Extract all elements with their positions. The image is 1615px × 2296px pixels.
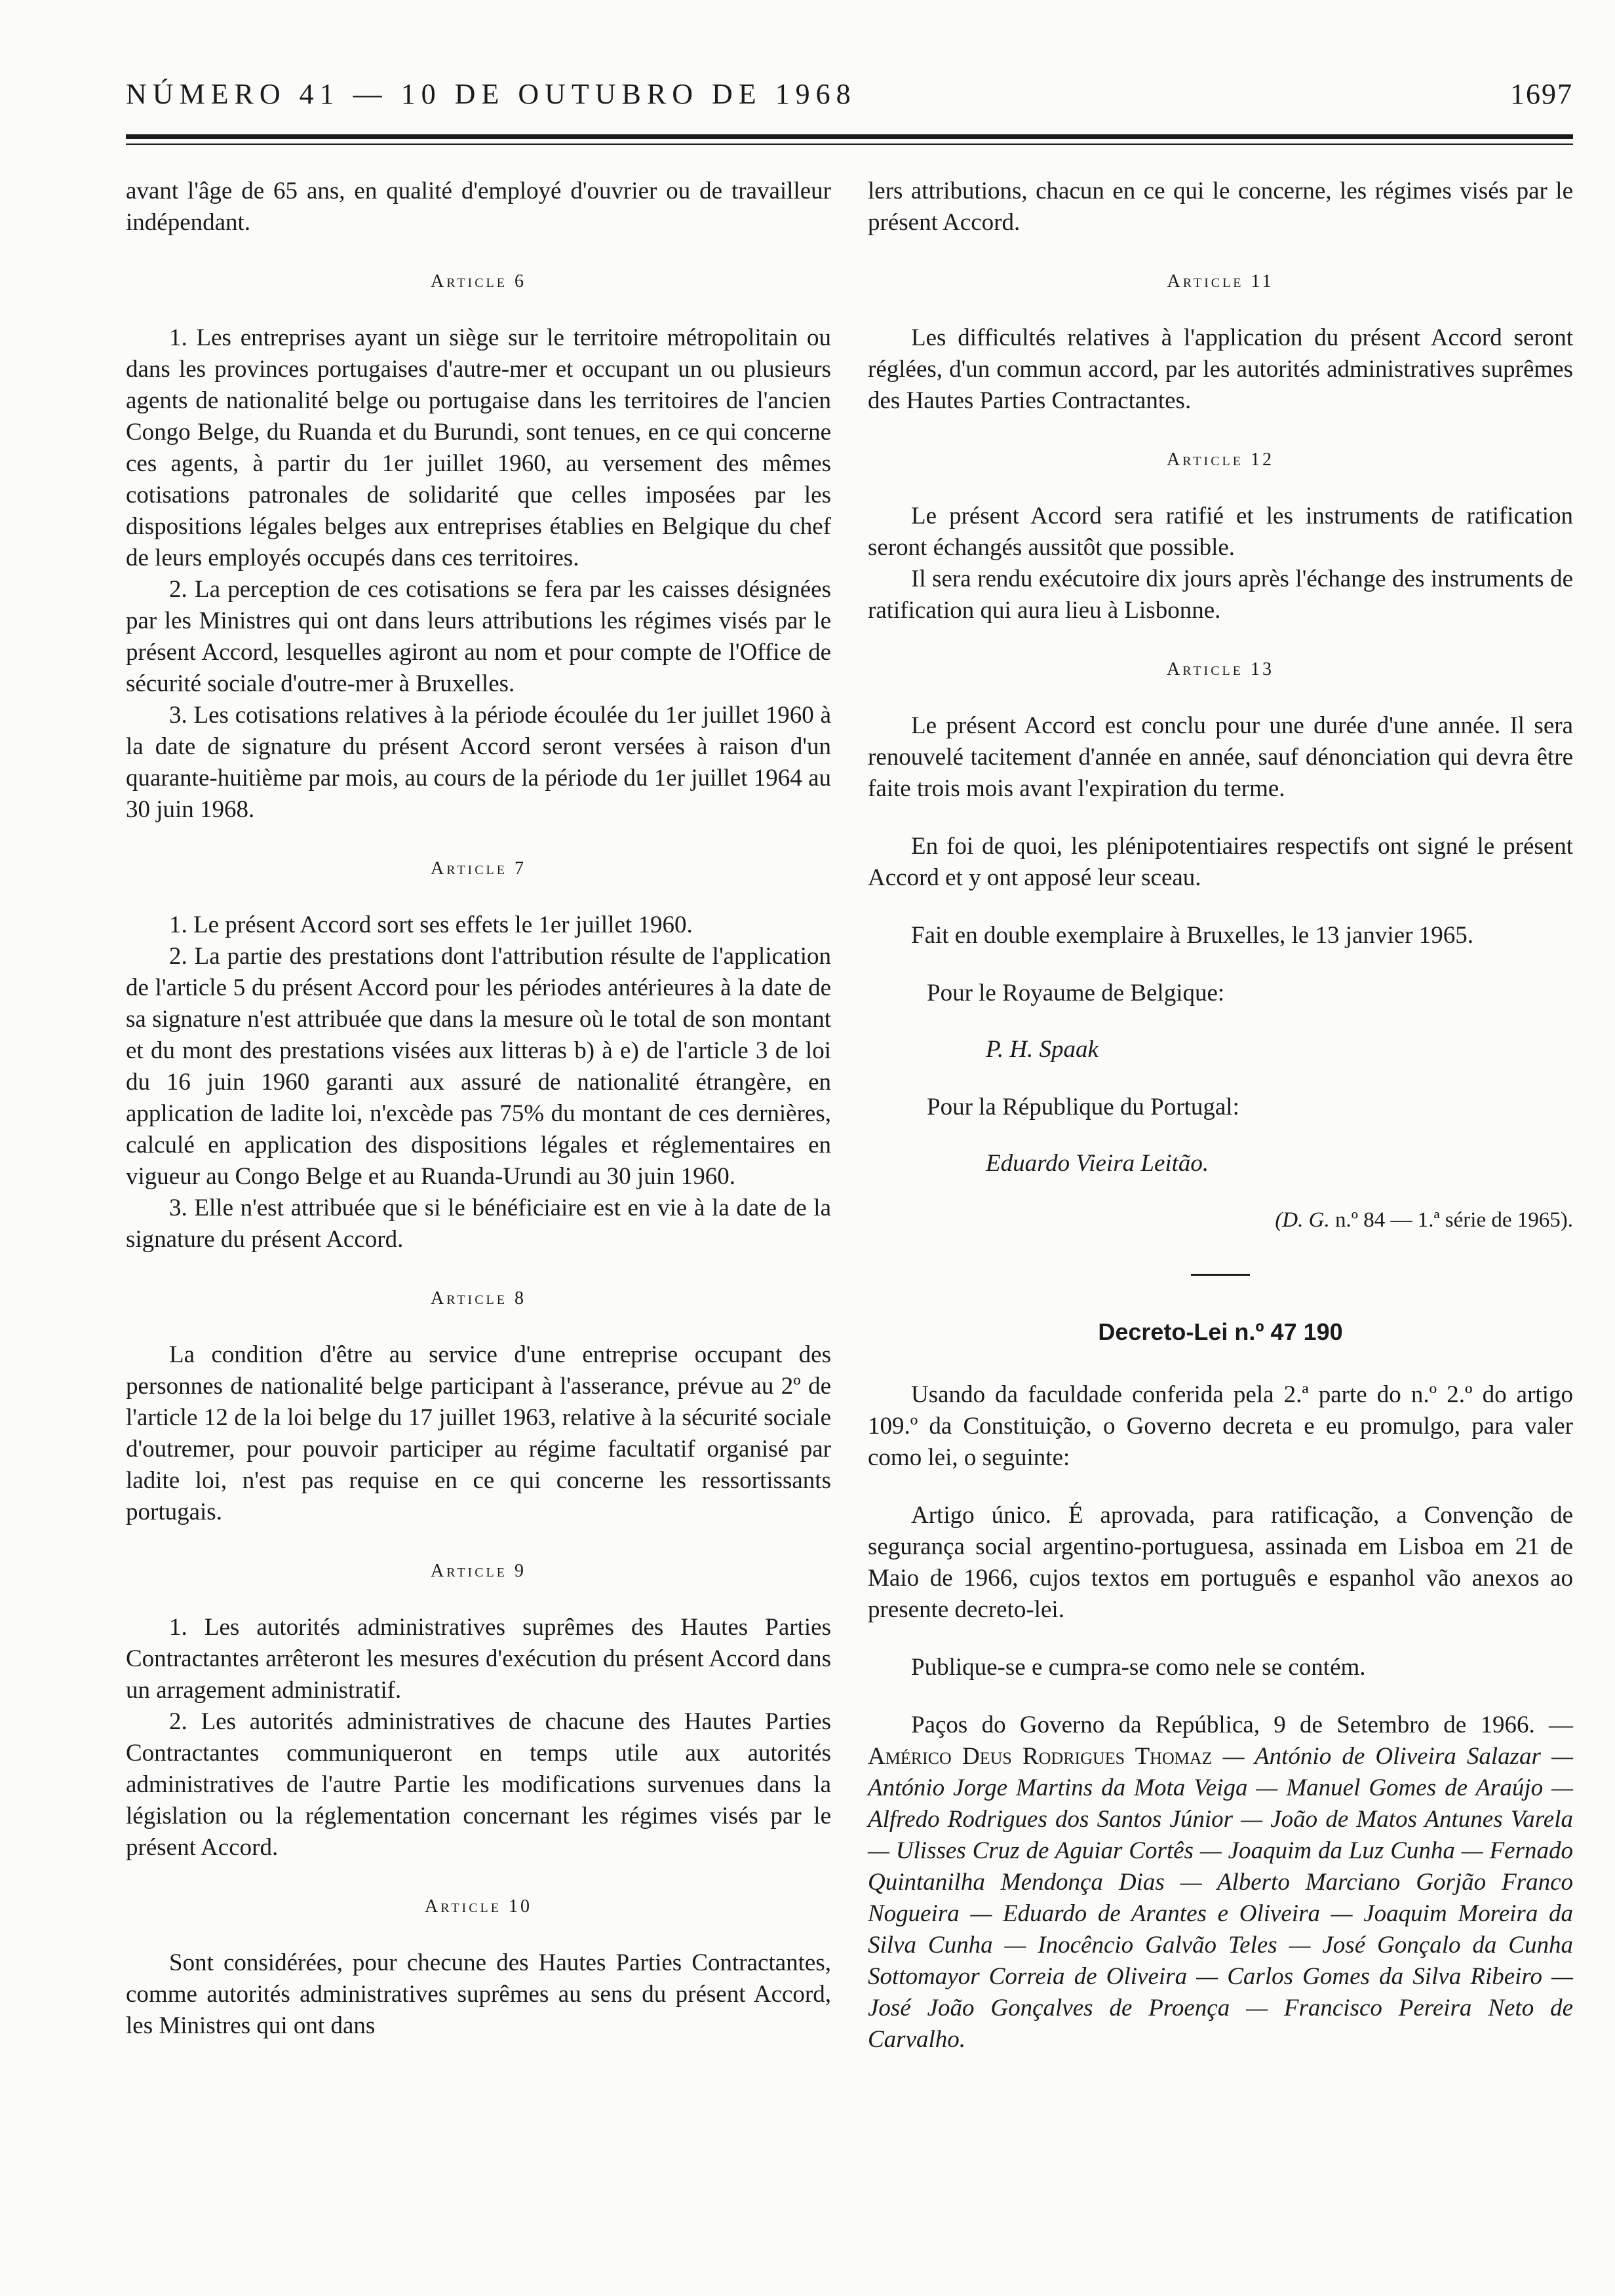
- decree-title: Decreto-Lei n.º 47 190: [1098, 1318, 1343, 1345]
- article-12-paragraph-1: Le présent Accord sera ratifié et les instruments de ratification seront échangés aussitôt que possible.: [868, 503, 1573, 561]
- right-column: [868, 176, 1573, 2056]
- article-7-paragraph-3: 3. Elle n'est attribuée que si le bénéficiaire est en vie à la date de la signature du présent Accord.: [126, 1195, 831, 1253]
- decree-paragraph-3: Publique-se e cumpra-se como nele se contém.: [911, 1654, 1366, 1681]
- decree-paragraph-1: Usando da faculdade conferida pela 2.ª parte do n.º 2.º do artigo 109.º da Constituição, o Governo decreta e eu promulgo, para valer como lei, o seguinte:: [868, 1381, 1573, 1471]
- article-6-paragraph-1: 1. Les entreprises ayant un siège sur le territoire métropolitain ou dans les provinces portugaises d'autre-mer et occupant un ou plusieurs agents de nationalité belge ou portugaise dans les territoires de l'ancien Congo Belge, du Ruanda et du Burundi, sont tenues, en ce qui concerne ces agents, à partir du 1er juillet 1960, au versement des mêmes cotisations patronales de solidarité que celles imposées par les dispositions légales belges aux entreprises établies en Belgique du chef de leurs employés occupés dans ces territoires.: [126, 324, 831, 571]
- source-reference-italic: (D. G.: [1275, 1208, 1330, 1232]
- page-header: [126, 77, 1573, 111]
- page-number: 1697: [1510, 78, 1573, 110]
- signature-portugal-name: Eduardo Vieira Leitão.: [986, 1150, 1209, 1177]
- article-12-heading: Article 12: [1166, 450, 1274, 470]
- signature-portugal-intro: Pour la République du Portugal:: [927, 1094, 1239, 1120]
- decree-paragraph-2: Artigo único. É aprovada, para ratificação, a Convenção de segurança social argentino-portuguesa, assinada em Lisboa em 21 de Maio de 1966, cujos textos em português e espanhol vão anexos ao presente decreto-lei.: [868, 1502, 1573, 1623]
- signature-belgium-intro: Pour le Royaume de Belgique:: [927, 980, 1225, 1006]
- continuation-paragraph: lers attributions, chacun en ce qui le concerne, les régimes visés par le présent Accord.: [868, 178, 1573, 236]
- article-11-heading: Article 11: [1167, 271, 1274, 292]
- source-reference: [868, 1204, 1573, 1236]
- article-13-heading: Article 13: [1166, 659, 1274, 679]
- article-9-paragraph-1: 1. Les autorités administratives suprêmes des Hautes Parties Contractantes arrêteront les mesures d'exécution du présent Accord dans un arragement administratif.: [126, 1614, 831, 1704]
- president-name: Américo Deus Rodrigues Thomaz: [868, 1743, 1213, 1770]
- article-12-paragraph-2: Il sera rendu exécutoire dix jours après l'échange des instruments de ratification qui aura lieu à Lisbonne.: [868, 565, 1573, 624]
- article-8-paragraph-1: La condition d'être au service d'une entreprise occupant des personnes de nationalité belge participant à l'asserance, prévue au 2º de l'article 12 de la loi belge du 17 juillet 1963, relative à la sécurité sociale d'outremer, pour pouvoir participer au régime facultatif organisé par ladite loi, n'est pas requise en ce qui concerne les ressortissants portugais.: [126, 1341, 831, 1525]
- article-7-paragraph-2: 2. La partie des prestations dont l'attribution résulte de l'application de l'article 5 du présent Accord pour les périodes antérieures à la date de sa signature n'est attribuée que dans la mesure où le total de son montant et du mont des prestations visées aux litteras b) à e) de l'article 3 de loi du 16 juin 1960 garanti aux assuré de nationalité étrangère, en application de ladite loi, n'excède pas 75% du montant de ces dernières, calculé en application des dispositions légales et réglementaires en vigueur au Congo Belge et au Ruanda-Urundi au 30 juin 1960.: [126, 943, 831, 1190]
- section-divider: [1191, 1274, 1250, 1276]
- article-7-heading: Article 7: [430, 858, 526, 879]
- decree-sign-date: Paços do Governo da República, 9 de Setembro de 1966. —: [911, 1712, 1573, 1738]
- article-6-heading: Article 6: [430, 271, 526, 292]
- left-column: [126, 176, 831, 2042]
- article-13-paragraph-1: Le présent Accord est conclu pour une durée d'une année. Il sera renouvelé tacitement d'année en année, sauf dénonciation qui devra être faite trois mois avant l'expiration du terme.: [868, 712, 1573, 802]
- header-rule-thick: [126, 134, 1573, 139]
- decree-signatures: [868, 1710, 1573, 2056]
- article-6-paragraph-2: 2. La perception de ces cotisations se fera par les caisses désignées par les Ministres qui ont dans leurs attributions les régimes visés par le présent Accord, lesquelles agiront au nom et pour compte de l'Office de sécurité sociale d'outre-mer à Bruxelles.: [126, 576, 831, 697]
- article-11-paragraph-1: Les difficultés relatives à l'application du présent Accord seront réglées, d'un commun accord, par les autorités administratives suprêmes des Hautes Parties Contractantes.: [868, 324, 1573, 414]
- minister-names: — António de Oliveira Salazar — António Jorge Martins da Mota Veiga — Manuel Gomes de Araújo — Alfredo Rodrigues dos Santos Júnior — João de Matos Antunes Varela — Ulisses Cruz de Aguiar Cortês — Joaquim da Luz Cunha — Fernado Quintanilha Mendonça Dias — Alberto Marciano Gorjão Franco Nogueira — Eduardo de Arantes e Oliveira — Joaquim Moreira da Silva Cunha — Inocêncio Galvão Teles — José Gonçalo da Cunha Sottomayor Correia de Oliveira — Carlos Gomes da Silva Ribeiro — José João Gonçalves de Proença — Francisco Pereira Neto de Carvalho.: [868, 1743, 1574, 2053]
- source-reference-rest: n.º 84 — 1.ª série de 1965).: [1334, 1208, 1573, 1232]
- closing-paragraph-1: En foi de quoi, les plénipotentiaires respectifs ont signé le présent Accord et y ont apposé leur sceau.: [868, 833, 1573, 891]
- article-10-heading: Article 10: [424, 1896, 532, 1917]
- article-9-paragraph-2: 2. Les autorités administratives de chacune des Hautes Parties Contractantes communiqueront en temps utile aux autorités administratives de l'autre Partie les modifications survenues dans la législation ou la réglementation concernant les régimes visés par le présent Accord.: [126, 1708, 831, 1861]
- signature-belgium-name: P. H. Spaak: [986, 1036, 1099, 1063]
- article-7-paragraph-1: 1. Le présent Accord sort ses effets le 1er juillet 1960.: [169, 911, 693, 938]
- article-8-heading: Article 8: [430, 1288, 526, 1309]
- header-rule-thin: [126, 144, 1573, 145]
- closing-paragraph-2: Fait en double exemplaire à Bruxelles, le 13 janvier 1965.: [911, 922, 1473, 949]
- article-9-heading: Article 9: [430, 1561, 526, 1581]
- article-6-paragraph-3: 3. Les cotisations relatives à la période écoulée du 1er juillet 1960 à la date de signature du présent Accord seront versées à raison d'un quarante-huitième par mois, au cours de la période du 1er juillet 1964 au 30 juin 1968.: [126, 702, 831, 823]
- issue-line: NÚMERO 41 — 10 DE OUTUBRO DE 1968: [126, 78, 857, 110]
- intro-paragraph: avant l'âge de 65 ans, en qualité d'employé d'ouvrier ou de travailleur indépendant.: [126, 178, 831, 236]
- article-10-paragraph-1: Sont considérées, pour checune des Hautes Parties Contractantes, comme autorités administratives suprêmes au sens du présent Accord, les Ministres qui ont dans: [126, 1949, 831, 2039]
